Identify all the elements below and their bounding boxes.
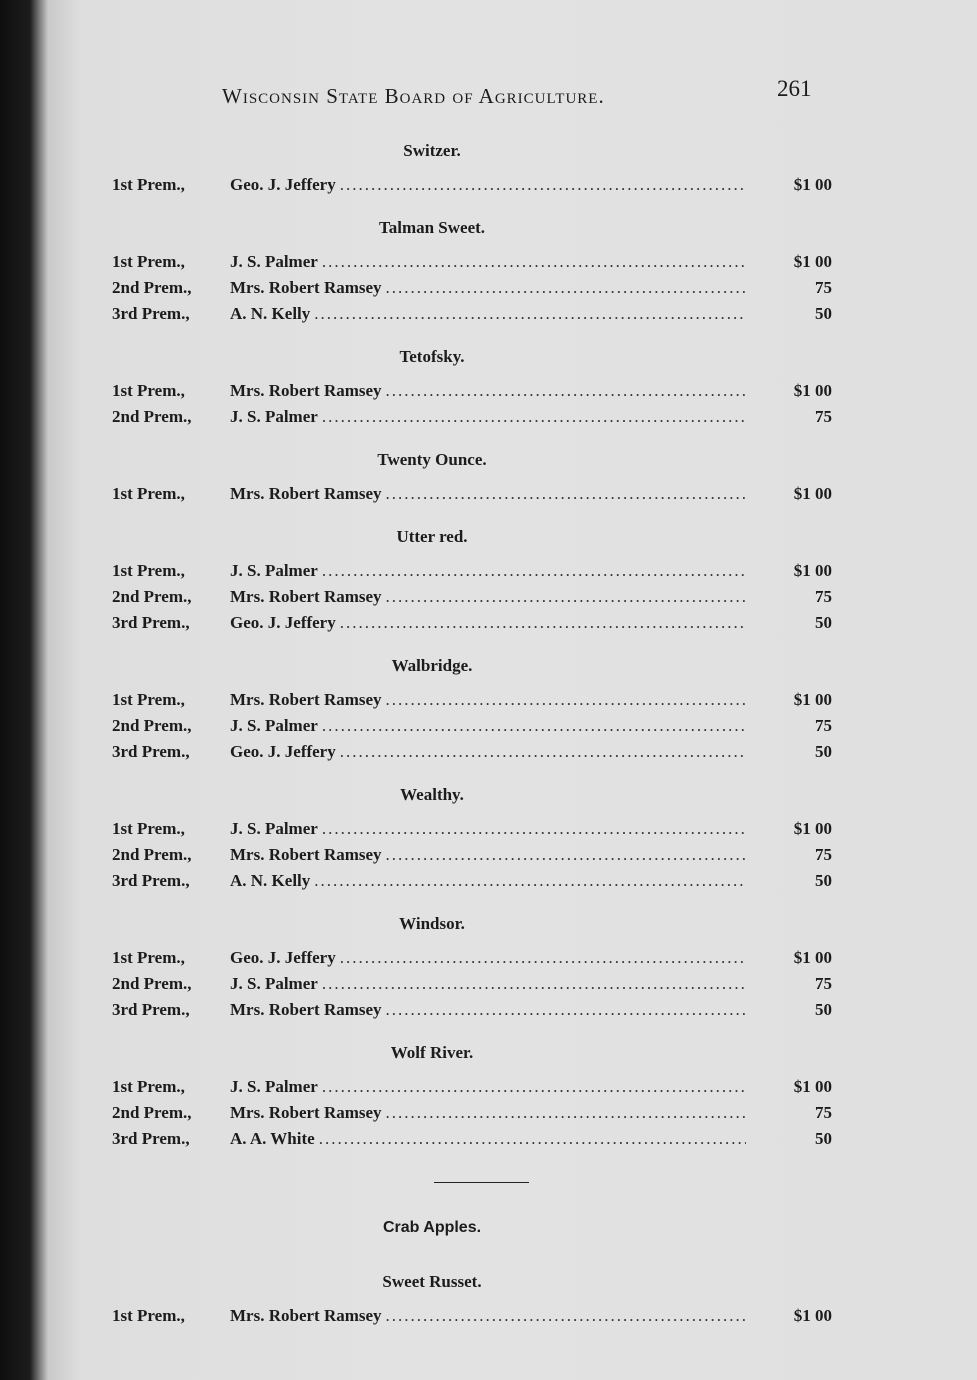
winner-name: Mrs. Robert Ramsey [230, 381, 382, 400]
winner-name: A. A. White [230, 1129, 315, 1148]
premium-place: 1st Prem., [112, 252, 185, 271]
premium-amount: 50 [815, 1000, 832, 1019]
premium-entry [112, 249, 832, 275]
winner-name: J. S. Palmer [230, 252, 318, 271]
dot-leader [386, 687, 746, 713]
premium-amount: 75 [815, 974, 832, 993]
variety-title: Wolf River. [390, 1043, 474, 1062]
winner-name: Mrs. Robert Ramsey [230, 690, 382, 709]
premium-place: 1st Prem., [112, 561, 185, 580]
dot-leader [386, 584, 746, 610]
variety-title: Switzer. [403, 141, 461, 160]
premium-entry [112, 687, 832, 713]
premium-place: 3rd Prem., [112, 304, 190, 323]
variety-section [112, 913, 832, 1023]
dot-leader [322, 713, 746, 739]
variety-section [112, 784, 832, 894]
variety-section [112, 140, 832, 198]
dot-leader [322, 1074, 746, 1100]
variety-section [112, 346, 832, 430]
dot-leader [386, 1100, 746, 1126]
premium-place: 2nd Prem., [112, 407, 192, 426]
premium-amount: 50 [815, 613, 832, 632]
variety-section [112, 526, 832, 636]
premium-place: 2nd Prem., [112, 587, 192, 606]
premium-amount: 75 [815, 587, 832, 606]
premium-entry [112, 404, 832, 430]
dot-leader [314, 868, 746, 894]
premium-place: 1st Prem., [112, 690, 185, 709]
premium-place: 2nd Prem., [112, 716, 192, 735]
premium-list [112, 140, 832, 1348]
premium-entry [112, 584, 832, 610]
winner-name: Mrs. Robert Ramsey [230, 1000, 382, 1019]
premium-place: 3rd Prem., [112, 871, 190, 890]
dot-leader [322, 404, 746, 430]
dot-leader [386, 997, 746, 1023]
premium-place: 1st Prem., [112, 948, 185, 967]
winner-name: Mrs. Robert Ramsey [230, 587, 382, 606]
premium-entry [112, 1100, 832, 1126]
premium-place: 3rd Prem., [112, 1000, 190, 1019]
dot-leader [322, 558, 746, 584]
variety-title: Tetofsky. [399, 347, 465, 366]
premium-entry [112, 816, 832, 842]
premium-entry [112, 842, 832, 868]
section-divider [434, 1182, 529, 1183]
winner-name: A. N. Kelly [230, 871, 311, 890]
dot-leader [319, 1126, 746, 1152]
premium-amount: 50 [815, 1129, 832, 1148]
premium-entry [112, 971, 832, 997]
winner-name: Geo. J. Jeffery [230, 742, 336, 761]
premium-amount: 50 [815, 742, 832, 761]
premium-amount: $1 00 [793, 252, 832, 271]
winner-name: Mrs. Robert Ramsey [230, 484, 382, 503]
variety-title: Sweet Russet. [382, 1272, 482, 1291]
dot-leader [386, 481, 746, 507]
variety-section [112, 655, 832, 765]
premium-place: 2nd Prem., [112, 845, 192, 864]
dot-leader [386, 378, 746, 404]
variety-title: Twenty Ounce. [377, 450, 487, 469]
variety-title: Wealthy. [400, 785, 464, 804]
winner-name: Mrs. Robert Ramsey [230, 278, 382, 297]
premium-amount: 75 [815, 407, 832, 426]
premium-amount: $1 00 [793, 175, 832, 194]
winner-name: Geo. J. Jeffery [230, 948, 336, 967]
premium-entry [112, 610, 832, 636]
page-number: 261 [777, 76, 812, 101]
dot-leader [340, 739, 746, 765]
premium-entry [112, 997, 832, 1023]
winner-name: Geo. J. Jeffery [230, 613, 336, 632]
premium-entry [112, 172, 832, 198]
premium-place: 1st Prem., [112, 381, 185, 400]
variety-title: Walbridge. [391, 656, 473, 675]
premium-place: 2nd Prem., [112, 1103, 192, 1122]
dot-leader [314, 301, 746, 327]
dot-leader [386, 842, 746, 868]
winner-name: J. S. Palmer [230, 819, 318, 838]
premium-amount: $1 00 [793, 1077, 832, 1096]
winner-name: A. N. Kelly [230, 304, 311, 323]
running-title: Wisconsin State Board of Agriculture. [222, 84, 605, 108]
dot-leader [322, 816, 746, 842]
premium-amount: 50 [815, 871, 832, 890]
dot-leader [322, 249, 746, 275]
dot-leader [340, 610, 746, 636]
premium-place: 1st Prem., [112, 484, 185, 503]
variety-title: Windsor. [399, 914, 465, 933]
premium-amount: $1 00 [793, 381, 832, 400]
premium-entry [112, 481, 832, 507]
premium-entry [112, 713, 832, 739]
premium-amount: $1 00 [793, 1306, 832, 1325]
premium-amount: $1 00 [793, 819, 832, 838]
winner-name: J. S. Palmer [230, 716, 318, 735]
dot-leader [386, 275, 746, 301]
dot-leader [340, 945, 746, 971]
winner-name: Mrs. Robert Ramsey [230, 1306, 382, 1325]
premium-entry [112, 739, 832, 765]
variety-title: Utter red. [396, 527, 468, 546]
premium-place: 1st Prem., [112, 175, 185, 194]
premium-entry [112, 868, 832, 894]
premium-entry [112, 301, 832, 327]
winner-name: J. S. Palmer [230, 974, 318, 993]
crab-apples-heading: Crab Apples. [382, 1219, 482, 1236]
premium-place: 1st Prem., [112, 819, 185, 838]
dot-leader [322, 971, 746, 997]
dot-leader [340, 172, 746, 198]
winner-name: Geo. J. Jeffery [230, 175, 336, 194]
premium-entry [112, 1074, 832, 1100]
premium-place: 2nd Prem., [112, 974, 192, 993]
premium-amount: $1 00 [793, 484, 832, 503]
premium-place: 3rd Prem., [112, 613, 190, 632]
crab-apple-varieties [112, 1271, 832, 1329]
premium-amount: $1 00 [793, 561, 832, 580]
premium-entry [112, 275, 832, 301]
premium-place: 3rd Prem., [112, 742, 190, 761]
premium-amount: 75 [815, 1103, 832, 1122]
premium-amount: 75 [815, 845, 832, 864]
premium-entry [112, 378, 832, 404]
winner-name: Mrs. Robert Ramsey [230, 1103, 382, 1122]
premium-amount: 75 [815, 716, 832, 735]
premium-amount: $1 00 [793, 690, 832, 709]
premium-place: 3rd Prem., [112, 1129, 190, 1148]
variety-section [112, 449, 832, 507]
premium-entry [112, 558, 832, 584]
premium-place: 2nd Prem., [112, 278, 192, 297]
apple-varieties [112, 140, 832, 1152]
premium-entry [112, 1303, 832, 1329]
variety-title: Talman Sweet. [378, 218, 486, 237]
premium-amount: $1 00 [793, 948, 832, 967]
dot-leader [386, 1303, 746, 1329]
premium-entry [112, 1126, 832, 1152]
premium-amount: 75 [815, 278, 832, 297]
winner-name: J. S. Palmer [230, 1077, 318, 1096]
winner-name: Mrs. Robert Ramsey [230, 845, 382, 864]
premium-entry [112, 945, 832, 971]
variety-section [112, 1042, 832, 1152]
variety-section [112, 1271, 832, 1329]
premium-place: 1st Prem., [112, 1306, 185, 1325]
winner-name: J. S. Palmer [230, 561, 318, 580]
premium-place: 1st Prem., [112, 1077, 185, 1096]
winner-name: J. S. Palmer [230, 407, 318, 426]
premium-amount: 50 [815, 304, 832, 323]
variety-section [112, 217, 832, 327]
page-header [222, 74, 822, 114]
